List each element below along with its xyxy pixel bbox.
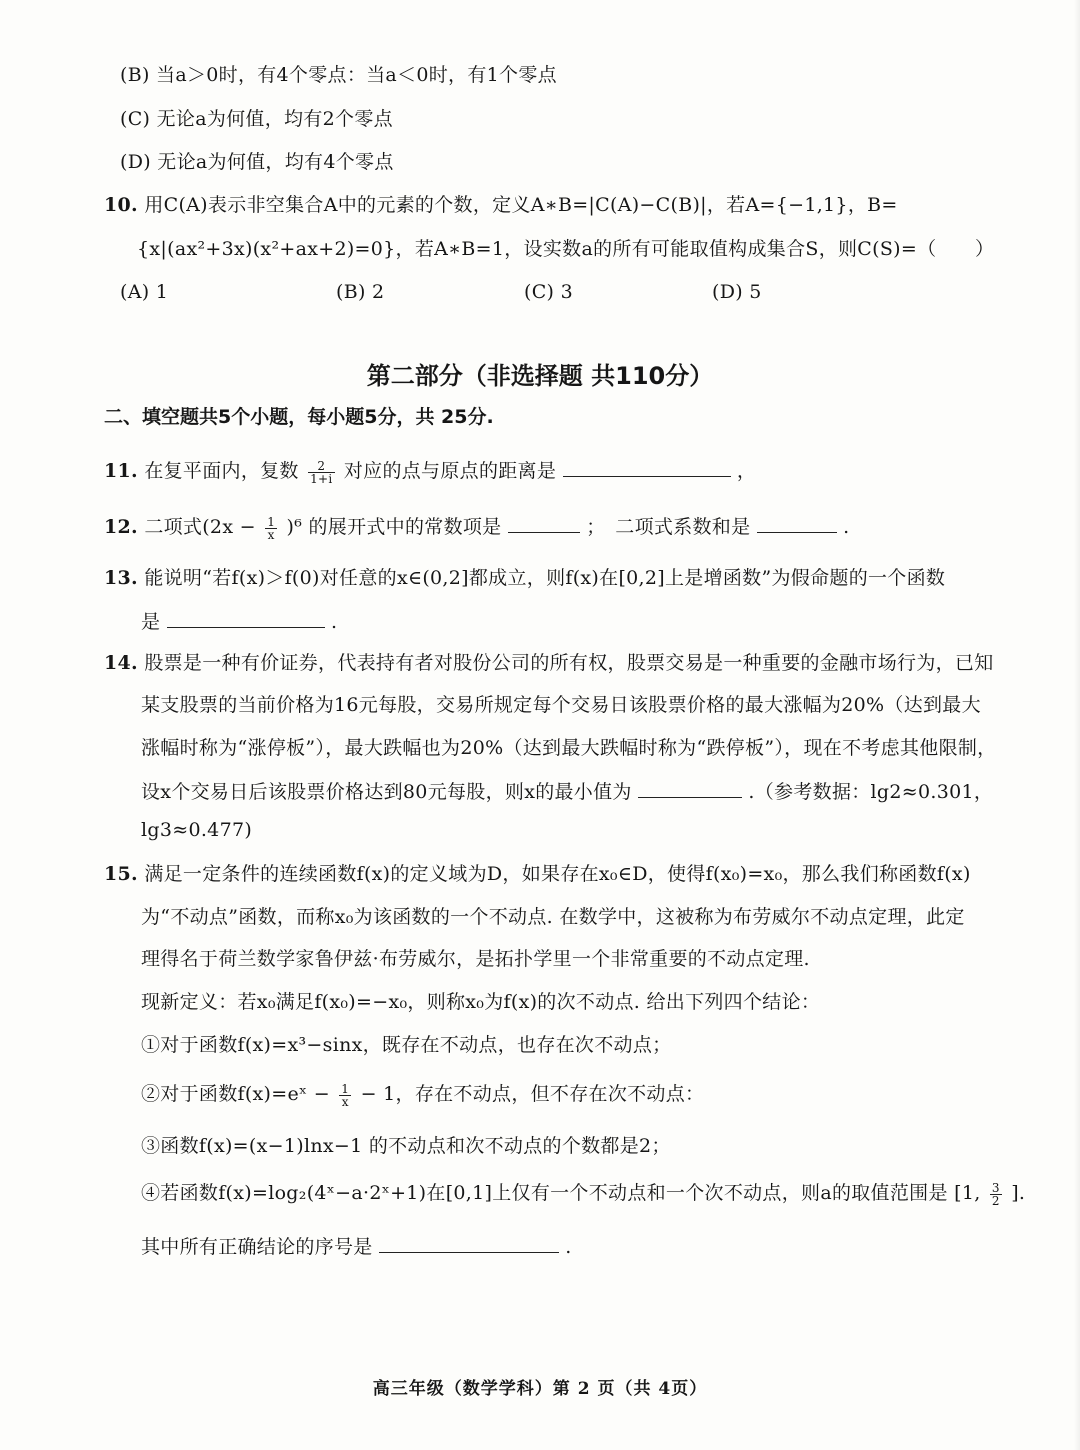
- q14-line5: lg3≈0.477): [141, 819, 253, 841]
- q15-item2-text-a: ②对于函数f(x)=eˣ −: [141, 1083, 330, 1105]
- q12-frac-num: 1: [267, 514, 276, 529]
- q12-frac-den: x: [267, 527, 275, 542]
- q14-text-line4a: 设x个交易日后该股票价格达到80元每股，则x的最小值为: [141, 781, 632, 803]
- q10-option-c: (C) 3: [524, 281, 573, 303]
- q15-item-1: ①对于函数f(x)=x³−sinx，既存在不动点，也存在次不动点；: [141, 1034, 672, 1056]
- page-footer: 高三年级（数学学科）第 2 页（共 4页）: [372, 1379, 708, 1399]
- q10-number: 10.: [104, 194, 138, 216]
- q15-last-line: [141, 1232, 572, 1260]
- q13-number: 13.: [104, 567, 138, 589]
- q14-text-line1: 股票是一种有价证券，代表持有者对股份公司的所有权，股票交易是一种重要的金融市场行为，已知: [144, 652, 994, 674]
- q10-option-a: (A) 1: [120, 281, 169, 303]
- q11-end: ，: [736, 460, 757, 482]
- q15-item-3: ③函数f(x)=(x−1)lnx−1 的不动点和次不动点的个数都是2；: [141, 1135, 671, 1157]
- q15-last-text: 其中所有正确结论的序号是: [141, 1236, 373, 1258]
- q12-line: [104, 512, 849, 541]
- q12-answer-blank-2[interactable]: [757, 512, 837, 533]
- q15-item2-text-b: − 1，存在不动点，但不存在次不动点：: [360, 1083, 705, 1105]
- q9-option-d: (D) 无论a为何值，均有4个零点: [120, 151, 394, 173]
- q12-mid: ； 二项式系数和是: [586, 516, 751, 538]
- q15-item4-frac-num: 3: [991, 1180, 1000, 1195]
- q11-text-after: 对应的点与原点的距离是: [343, 460, 557, 482]
- q11-number: 11.: [104, 460, 138, 482]
- q15-item4-fraction: [990, 1182, 1002, 1207]
- q12-text-after: )⁶ 的展开式中的常数项是: [286, 516, 502, 538]
- q14-line3: 涨幅时称为“涨停板”），最大跌幅也为20%（达到最大跌幅时称为“跌停板”），现在不考虑其他限制，: [141, 737, 997, 759]
- q15-number: 15.: [104, 863, 138, 885]
- q11-answer-blank[interactable]: [563, 456, 731, 477]
- q9-option-b: (B) 当a＞0时，有4个零点：当a＜0时，有1个零点: [120, 64, 557, 86]
- q14-answer-blank[interactable]: [638, 777, 742, 798]
- q13-text-line1: 能说明“若f(x)＞f(0)对任意的x∈(0,2]都成立，则f(x)在[0,2]上是增函数”为假命题的一个函数: [144, 567, 946, 589]
- q15-line3: 理得名于荷兰数学家鲁伊兹·布劳威尔，是拓扑学里一个非常重要的不动点定理.: [141, 948, 810, 970]
- q15-item4-text-b: [1,: [954, 1182, 981, 1204]
- q10-line2: {x|(ax²+3x)(x²+ax+2)=0}，若A∗B=1，设实数a的所有可能取值构成集合S，则C(S)=（ ）: [137, 238, 995, 260]
- subsection-title: 二、填空题共5个小题，每小题5分，共 25分.: [104, 406, 494, 428]
- q12-answer-blank-1[interactable]: [508, 512, 580, 533]
- q15-item-4: [141, 1180, 1025, 1207]
- q14-line4: [141, 777, 993, 805]
- q13-line2: [141, 607, 337, 635]
- q13-line1: [104, 565, 945, 591]
- q11-frac-num: 2: [308, 460, 334, 473]
- q13-text-line2: 是: [141, 611, 161, 633]
- q15-line2: 为“不动点”函数，而称x₀为该函数的一个不动点. 在数学中，这被称为布劳威尔不动点定理，此定: [141, 906, 965, 928]
- q10-option-d: (D) 5: [712, 281, 762, 303]
- q10-line1: [104, 192, 898, 218]
- q12-number: 12.: [104, 516, 138, 538]
- scan-shadow-edge: [1074, 0, 1080, 1450]
- q15-item2-frac-den: x: [341, 1094, 349, 1109]
- q12-text-before: 二项式(2x −: [144, 516, 256, 538]
- q14-number: 14.: [104, 652, 138, 674]
- q9-option-c: (C) 无论a为何值，均有2个零点: [120, 108, 393, 130]
- q15-item2-fraction: [339, 1083, 351, 1108]
- q15-text-line1: 满足一定条件的连续函数f(x)的定义域为D，如果存在x₀∈D，使得f(x₀)=x₀，那么我们称函数f(x): [144, 863, 971, 885]
- q11-frac-den: 1+i: [310, 471, 333, 486]
- q11-fraction: [308, 460, 334, 485]
- q14-line2: 某支股票的当前价格为16元每股，交易所规定每个交易日该股票价格的最大涨幅为20%（达到最大: [141, 694, 981, 716]
- q15-item4-frac-den: 2: [991, 1193, 1000, 1208]
- q15-answer-blank[interactable]: [379, 1232, 559, 1253]
- q11-line: [104, 456, 756, 485]
- q15-line4: 现新定义：若x₀满足f(x₀)=−x₀，则称x₀为f(x)的次不动点. 给出下列四个结论：: [141, 991, 821, 1013]
- section-title: 第二部分（非选择题 共110分）: [366, 362, 714, 390]
- q15-item-2: [141, 1081, 704, 1108]
- q14-line1: [104, 650, 994, 676]
- q14-text-line4b: .（参考数据：lg2≈0.301，: [748, 781, 994, 803]
- q10-options: [120, 279, 820, 305]
- q12-end: .: [843, 516, 850, 538]
- q13-end: .: [331, 611, 338, 633]
- q15-line1: [104, 861, 971, 887]
- q10-option-b: (B) 2: [336, 281, 385, 303]
- q13-answer-blank[interactable]: [167, 607, 325, 628]
- q15-item2-frac-num: 1: [341, 1081, 350, 1096]
- q11-text-before: 在复平面内，复数: [144, 460, 299, 482]
- q15-item4-text-c: ].: [1011, 1182, 1026, 1204]
- q12-fraction: [265, 516, 277, 541]
- q15-item4-text-a: ④若函数f(x)=log₂(4ˣ−a·2ˣ+1)在[0,1]上仅有一个不动点和一个次不动点，则a的取值范围是: [141, 1182, 948, 1204]
- q10-text-line1: 用C(A)表示非空集合A中的元素的个数，定义A∗B=|C(A)−C(B)|，若A={−1,1}，B=: [144, 194, 898, 216]
- q15-last-end: .: [565, 1236, 572, 1258]
